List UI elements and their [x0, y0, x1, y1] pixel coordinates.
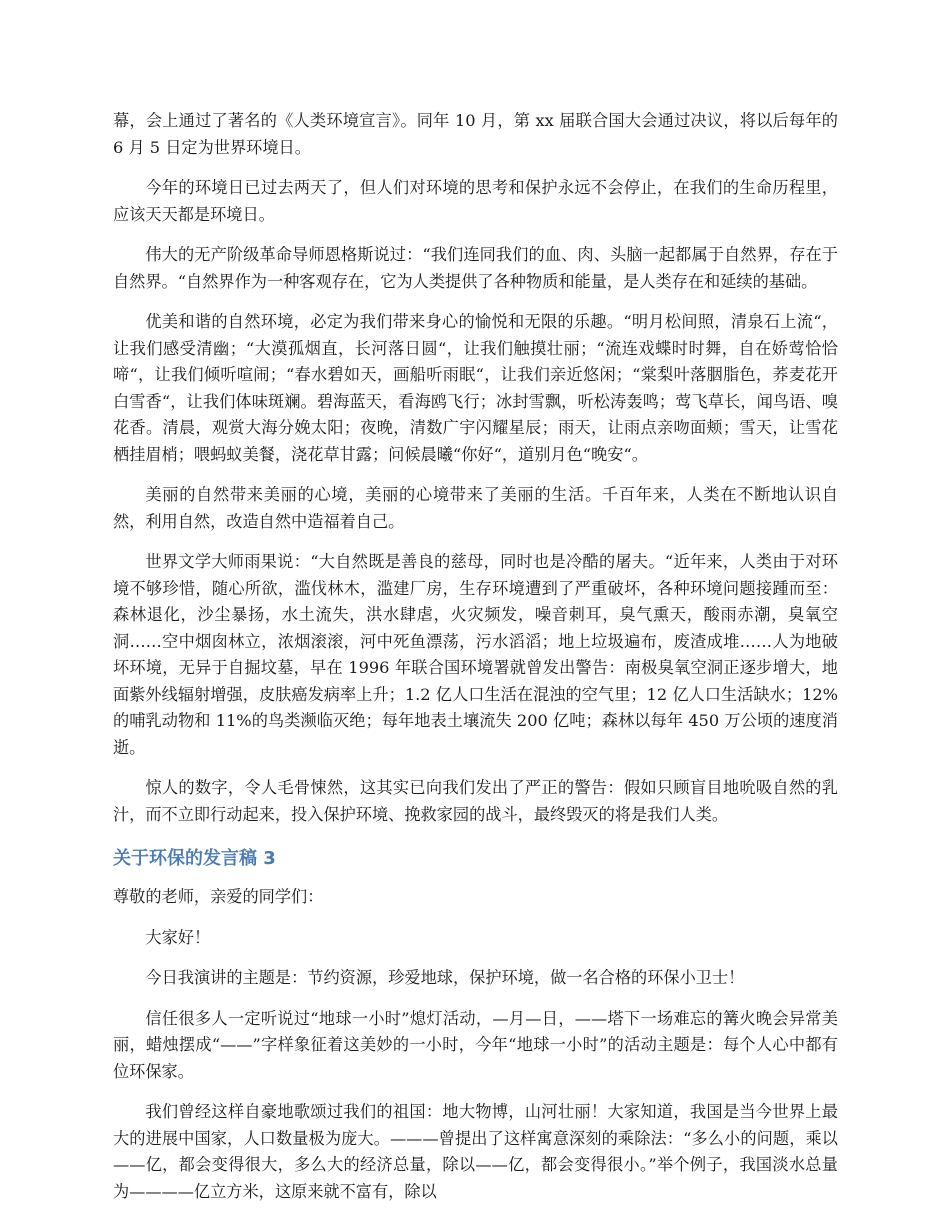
paragraph-engels-quote: 伟大的无产阶级革命导师恩格斯说过：“我们连同我们的血、肉、头脑一起都属于自然界，存在于自然界。“自然界作为一种客观存在，它为人类提供了各种物质和能量，是人类存在和延续的基础。 [113, 245, 838, 291]
paragraph-earth-hour: 信任很多人一定听说过“地球一小时”熄灯活动，—月—日，——塔下一场难忘的篝火晚会异常美丽，蜡烛摆成“——”字样象征着这美妙的一小时，今年“地球一小时”的活动主题是：每个人心中都有位环保家。 [113, 1008, 838, 1081]
paragraph-environment-day: 今年的环境日已过去两天了，但人们对环境的思考和保护永远不会停止，在我们的生命历程里，应该天天都是环境日。 [113, 178, 838, 224]
paragraph-beautiful-life: 美丽的自然带来美丽的心境，美丽的心境带来了美丽的生活。千百年来，人类在不断地认识自然，利用自然，改造自然中造福着自己。 [113, 485, 838, 531]
paragraph-greeting: 大家好！ [145, 927, 211, 947]
paragraph-hugo-quote: 世界文学大师雨果说：“大自然既是善良的慈母，同时也是冷酷的屠夫。“近年来，人类由于对环境不够珍惜，随心所欲，滥伐林木，滥建厂房，生存环境遭到了严重破坏，各种环境问题接踵而至：森林退化，沙尘暴扬，水土流失，洪水肆虐，火灾频发，噪音刺耳，臭气熏天，酸雨赤潮，臭氧空洞……空中烟囱林立，浓烟滚滚，河中死鱼漂荡，污水滔滔；地上垃圾遍布，废渣成堆……人为地破坏环境，无异于自掘坟墓，早在 1996 年联合国环境署就曾发出警告：南极臭氧空洞正逐步增大，地面紫外线辐射增强，皮肤癌发病率上升；1.2 亿人口生活在混浊的空气里；12 亿人口生活缺水；12%的哺乳动物和 11%的鸟类濒临灭绝；每年地表土壤流失 200 亿吨；森林以每年 450 万公顷的速度消逝。 [113, 552, 838, 757]
document-page [113, 108, 838, 1219]
paragraph-nature-beauty: 优美和谐的自然环境，必定为我们带来身心的愉悦和无限的乐趣。“明月松间照，清泉石上流“，让我们感受清幽；“大漠孤烟直，长河落日圆“，让我们触摸壮丽；“流连戏蝶时时舞，自在娇莺恰恰啼“，让我们倾听喧闹；“春水碧如天，画船听雨眠“，让我们亲近悠闲；“棠梨叶落胭脂色，荞麦花开白雪香“，让我们体味斑斓。碧海蓝天，看海鸥飞行；冰封雪飘，听松涛轰鸣；莺飞草长，闻鸟语、嗅花香。清晨，观赏大海分娩太阳；夜晚，清数广宇闪耀星辰；雨天，让雨点亲吻面颊；雪天，让雪花栖挂眉梢；喂蚂蚁美餐，浇花草甘露；问候晨曦“你好“，道别月色“晚安“。 [113, 312, 838, 464]
salutation: 尊敬的老师，亲爱的同学们： [113, 887, 324, 906]
paragraph-speech-topic: 今日我演讲的主题是：节约资源，珍爱地球，保护环境，做一名合格的环保小卫士！ [145, 968, 745, 987]
paragraph-warning: 惊人的数字，令人毛骨悚然，这其实已向我们发出了严正的警告：假如只顾盲目地吮吸自然的乳汁，而不立即行动起来，投入保护环境、挽救家园的战斗，最终毁灭的将是我们人类。 [113, 778, 838, 824]
section-heading: 关于环保的发言稿 3 [113, 848, 276, 869]
paragraph-motherland: 我们曾经这样自豪地歌颂过我们的祖国：地大物博，山河壮丽！大家知道，我国是当今世界上最大的进展中国家，人口数量极为庞大。———曾提出了这样寓意深刻的乘除法：“多么小的问题，乘以——亿，都会变得很大，多么大的经济总量，除以——亿，都会变得很小。”举个例子，我国淡水总量为————亿立方米，这原来就不富有，除以 [113, 1102, 838, 1201]
paragraph-continuation: 幕，会上通过了著名的《人类环境宣言》。同年 10 月，第 xx 届联合国大会通过决议，将以后每年的 6 月 5 日定为世界环境日。 [113, 111, 838, 157]
